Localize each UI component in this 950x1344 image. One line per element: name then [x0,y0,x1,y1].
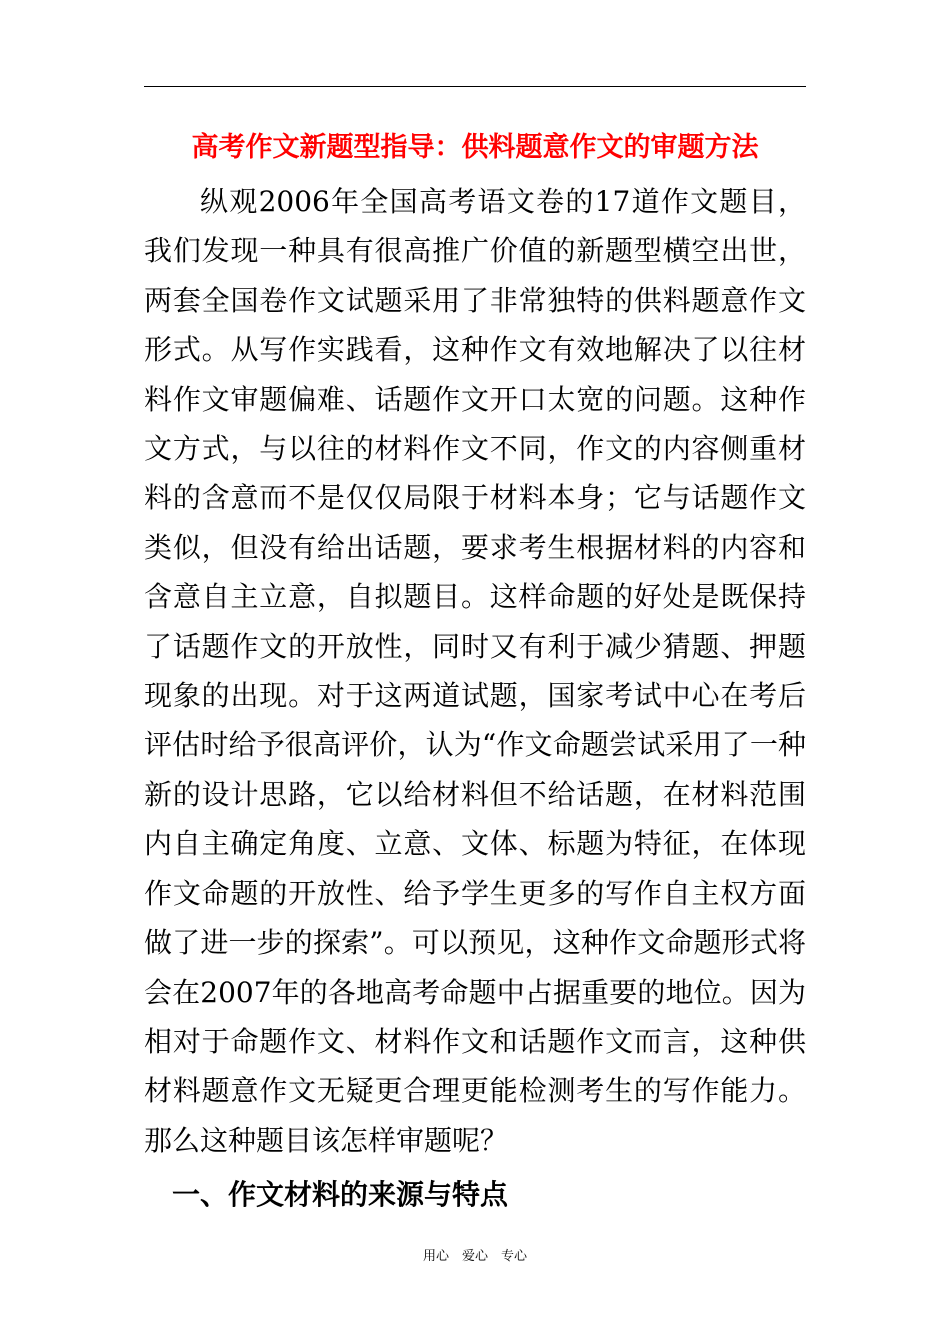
body-paragraph: 纵观2006年全国高考语文卷的17道作文题目，我们发现一种具有很高推广价值的新题型横空出世，两套全国卷作文试题采用了非常独特的供料题意作文形式。从写作实践看，这种作文有效地解决了以往材料作文审题偏难、话题作文开口太宽的问题。这种作文方式，与以往的材料作文不同，作文的内容侧重材料的含意而不是仅仅局限于材料本身；它与话题作文类似，但没有给出话题，要求考生根据材料的内容和含意自主立意，自拟题目。这样命题的好处是既保持了话题作文的开放性，同时又有利于减少猜题、押题现象的出现。对于这两道试题，国家考试中心在考后评估时给予很高评价，认为“作文命题尝试采用了一种新的设计思路，它以给材料但不给话题，在材料范围内自主确定角度、立意、文体、标题为特征，在体现作文命题的开放性、给予学生更多的写作自主权方面做了进一步的探索”。可以预见，这种作文命题形式将会在2007年的各地高考命题中占据重要的地位。因为相对于命题作文、材料作文和话题作文而言，这种供材料题意作文无疑更合理更能检测考生的写作能力。那么这种题目该怎样审题呢？ [144,185,806,1157]
page-footer: 用心 爱心 专心 [422,1249,527,1264]
document-title: 高考作文新题型指导：供料题意作文的审题方法 [191,132,759,163]
header-rule [144,86,806,87]
section-heading: 一、作文材料的来源与特点 [172,1178,509,1211]
